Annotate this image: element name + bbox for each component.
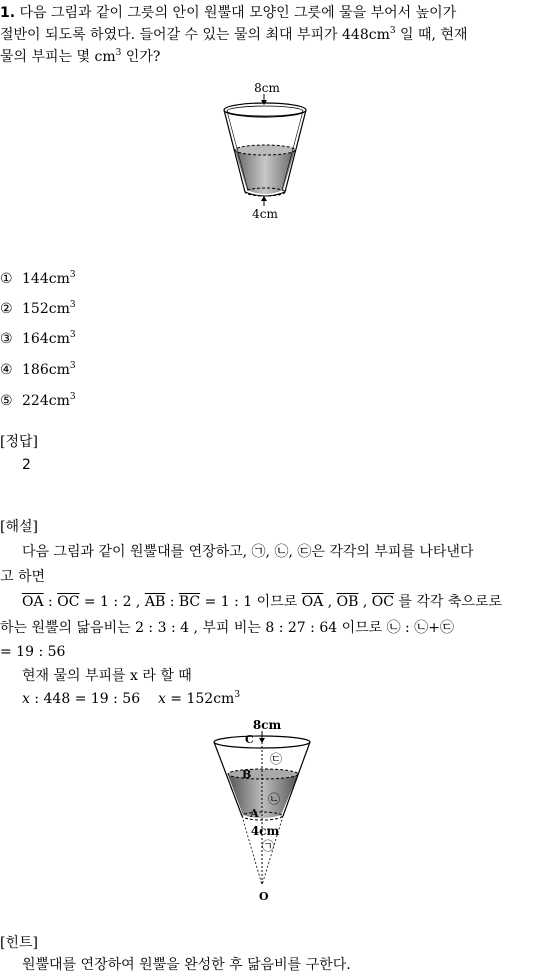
superscript: 3 bbox=[69, 361, 76, 371]
choice-value: 164cm bbox=[22, 331, 70, 347]
choice-marker: ③ bbox=[0, 331, 13, 347]
superscript: 3 bbox=[69, 330, 76, 340]
water-surface bbox=[235, 145, 295, 155]
explanation-heading: [해설] bbox=[0, 519, 38, 535]
inner-rim bbox=[227, 106, 303, 116]
ratio-text: 를 각각 축으로로 bbox=[393, 594, 502, 610]
choice-5[interactable] bbox=[0, 392, 76, 410]
explanation-line-1: 다음 그림과 같이 원뿔대를 연장하고, ㉠, ㉡, ㉢은 각각의 부피를 나타낸다 bbox=[22, 544, 474, 560]
question-line-3 bbox=[0, 48, 160, 66]
point-b: B bbox=[242, 768, 252, 781]
water-surface bbox=[228, 769, 298, 779]
segment-oa: $\overline{OA}$ bbox=[22, 594, 44, 610]
choice-3[interactable] bbox=[0, 330, 76, 348]
choice-marker: ① bbox=[0, 271, 13, 287]
explanation-line-2: 고 하면 bbox=[0, 569, 46, 585]
colon: : bbox=[43, 594, 58, 610]
choice-value: 224cm bbox=[22, 393, 70, 409]
segment-oa: $\overline{OA}$ bbox=[301, 594, 324, 610]
question-text-2-end: 일 때, 현재 bbox=[395, 27, 468, 43]
bottom-label: 4cm bbox=[250, 824, 280, 838]
arrow-head bbox=[261, 196, 267, 201]
superscript: 3 bbox=[69, 300, 76, 310]
question-text-3: 물의 부피는 몇 cm bbox=[0, 49, 116, 65]
hint-text: 원뿔대를 연장하여 원뿔을 완성한 후 닮음비를 구한다. bbox=[22, 957, 351, 973]
explanation-ratio-line bbox=[22, 593, 502, 611]
region-2: ㉡ bbox=[268, 792, 281, 806]
choice-value: 152cm bbox=[22, 301, 70, 317]
superscript: 3 bbox=[115, 48, 122, 58]
var-x: x bbox=[22, 691, 30, 707]
point-c: C bbox=[245, 733, 254, 746]
top-label: 8cm bbox=[252, 718, 282, 732]
question-text-2: 절반이 되도록 하였다. 들어갈 수 있는 물의 최대 부피가 448cm bbox=[0, 27, 390, 43]
cone-figure bbox=[205, 715, 325, 905]
explanation-equation bbox=[22, 690, 240, 708]
superscript: 3 bbox=[234, 690, 241, 700]
point-a: A bbox=[250, 807, 259, 820]
explanation-line-5: = 19 : 56 bbox=[0, 644, 66, 660]
segment-bc: $\overline{BC}$ bbox=[178, 594, 201, 610]
question-text-3-end: 인가? bbox=[121, 49, 161, 65]
segment-ab: $\overline{AB}$ bbox=[144, 594, 166, 610]
choice-value: 144cm bbox=[22, 271, 70, 287]
choice-value: 186cm bbox=[22, 362, 70, 378]
segment-ob: $\overline{OB}$ bbox=[336, 594, 359, 610]
superscript: 3 bbox=[389, 26, 396, 36]
choice-2[interactable] bbox=[0, 300, 76, 318]
choice-4[interactable] bbox=[0, 361, 76, 379]
choice-marker: ② bbox=[0, 301, 13, 317]
region-3: ㉢ bbox=[270, 752, 283, 766]
question-number: 1. bbox=[0, 5, 16, 21]
colon: : bbox=[165, 594, 179, 610]
answer-value: 2 bbox=[22, 457, 31, 473]
comma: , bbox=[358, 594, 372, 610]
ratio-text: = 1 : 1 이므로 bbox=[200, 594, 302, 610]
rim bbox=[224, 103, 306, 117]
point-o: O bbox=[259, 890, 269, 903]
ratio-text: = 1 : 2 , bbox=[79, 594, 145, 610]
explanation-line-4: 하는 원뿔의 닮음비는 2 : 3 : 4 , 부피 비는 8 : 27 : 64 이므로 ㉡ : ㉡+㉢ bbox=[0, 620, 454, 636]
region-1: ㉠ bbox=[262, 839, 275, 853]
equation-result: = 152cm bbox=[165, 691, 235, 707]
cup-figure bbox=[215, 80, 320, 225]
superscript: 3 bbox=[69, 392, 76, 402]
explanation-line-6: 현재 물의 부피를 x 라 할 때 bbox=[22, 668, 192, 684]
choice-marker: ④ bbox=[0, 362, 13, 378]
top-label: 8cm bbox=[254, 81, 280, 95]
question-line-1 bbox=[0, 4, 456, 22]
choice-1[interactable] bbox=[0, 270, 76, 288]
segment-oc: $\overline{OC}$ bbox=[57, 594, 80, 610]
question-line-2 bbox=[0, 26, 468, 44]
choice-marker: ⑤ bbox=[0, 393, 13, 409]
equation-part: : 448 = 19 : 56 bbox=[29, 691, 141, 707]
comma: , bbox=[323, 594, 337, 610]
bottom-label: 4cm bbox=[252, 207, 278, 221]
answer-heading: [정답] bbox=[0, 434, 38, 450]
var-x: x bbox=[157, 691, 166, 707]
hint-heading: [힌트] bbox=[0, 935, 38, 951]
superscript: 3 bbox=[69, 270, 76, 280]
question-text-1: 다음 그림과 같이 그릇의 안이 원뿔대 모양인 그릇에 물을 부어서 높이가 bbox=[19, 5, 457, 21]
segment-oc: $\overline{OC}$ bbox=[371, 594, 394, 610]
